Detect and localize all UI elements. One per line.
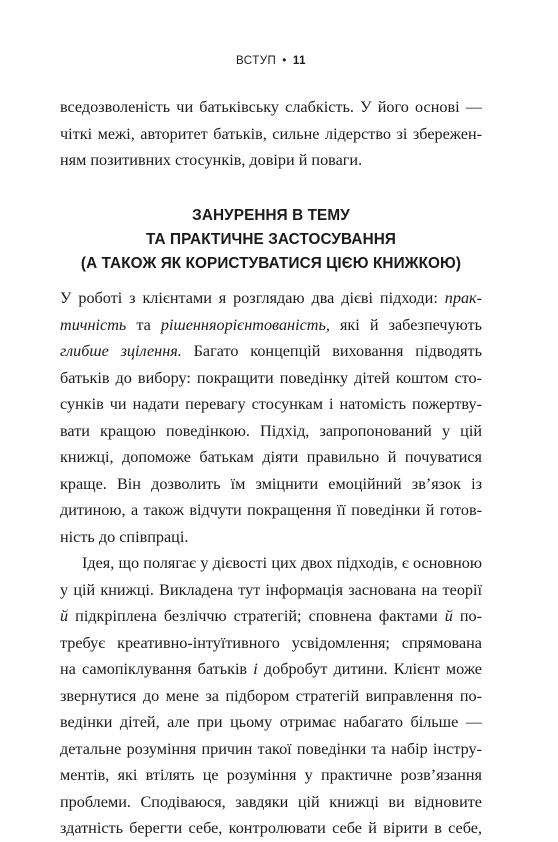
italic-run: й bbox=[60, 607, 69, 625]
text-run: на самопіклування батьків bbox=[60, 660, 254, 678]
text-line: проблеми. Сподіваюся, завдяки цій книжці ви відновите bbox=[60, 792, 482, 811]
paragraph-2 bbox=[60, 550, 482, 842]
text-run: У роботі з клієнтами я розглядаю два дієві підходи: bbox=[60, 289, 445, 307]
running-head-title: ВСТУП bbox=[235, 55, 277, 67]
italic-run: і bbox=[253, 660, 258, 678]
heading-line: ЗАНУРЕННЯ В ТЕМУ bbox=[192, 207, 350, 224]
running-head bbox=[60, 55, 482, 67]
italic-run: тичність bbox=[60, 315, 127, 334]
text-run: та bbox=[126, 315, 161, 334]
text-line: ність до співпраці. bbox=[60, 527, 189, 546]
text-line bbox=[60, 656, 482, 683]
text-line: у цій книжці. Викладена тут інформація заснована на теорії bbox=[60, 580, 482, 599]
text-line bbox=[60, 312, 482, 339]
section-heading bbox=[60, 204, 482, 276]
text-line: звернутися до мене за підбором стратегій виправлення по- bbox=[60, 686, 482, 705]
text-line: батьків до вибору: покращити поведінку дітей коштом сто- bbox=[60, 368, 482, 387]
text-run: добробут дитини. Клієнт може bbox=[257, 660, 482, 678]
text-line: здатність берегти себе, контролювати себе й вірити в себе, bbox=[60, 819, 482, 837]
text-line: вати кращою поведінкою. Підхід, запропонований у цій bbox=[60, 421, 482, 440]
heading-line: (А ТАКОЖ ЯК КОРИСТУВАТИСЯ ЦІЄЮ КНИЖКОЮ) bbox=[80, 255, 462, 272]
text-line: детальне розуміння причин такої поведінки та набір інстру- bbox=[60, 739, 482, 758]
italic-run: рішенняорієнтованість, bbox=[160, 315, 330, 334]
heading-line: ТА ПРАКТИЧНЕ ЗАСТОСУВАННЯ bbox=[146, 231, 396, 248]
text-line: книжці, допоможе батькам діяти правильно й почуватися bbox=[60, 448, 482, 466]
text-line bbox=[60, 285, 482, 312]
italic-run: прак- bbox=[444, 289, 482, 307]
text-run: Багато концепцій виховання підводять bbox=[181, 342, 482, 360]
text-line bbox=[60, 603, 482, 630]
italic-run: глибше зцілення. bbox=[60, 342, 182, 360]
text-line: дитиною, а також відчути покращення її поведінки й готов- bbox=[60, 501, 482, 519]
text-line: краще. Він дозволить їм зміцнити емоційний зв’язок із bbox=[60, 474, 482, 493]
text-run: підкріплена безліччю стратегій; сповнена фактами bbox=[68, 607, 445, 625]
text-run: які й забезпечують bbox=[329, 315, 482, 334]
text-line: чіткі межі, авторитет батьків, сильне лідерство зі збережен- bbox=[60, 124, 482, 143]
paragraph-1 bbox=[60, 285, 482, 550]
text-line: Ідея, що полягає у дієвості цих двох підходів, є основною bbox=[82, 554, 482, 572]
text-line: вседозволеність чи батьківську слабкість. У його основі — bbox=[60, 98, 482, 116]
book-page bbox=[60, 0, 482, 837]
text-line: ментів, які втілять це розуміння у практичне розв’язання bbox=[60, 766, 482, 784]
text-run: по- bbox=[452, 607, 482, 625]
text-line: сунків чи надати перевагу стосункам і натомість пожертву- bbox=[60, 395, 482, 413]
text-line: ням позитивних стосунків, довіри й поваги. bbox=[60, 151, 363, 169]
text-line bbox=[60, 338, 482, 365]
page-number: 11 bbox=[292, 55, 306, 67]
running-head-separator: • bbox=[282, 55, 287, 67]
top-paragraph bbox=[60, 94, 482, 174]
italic-run: й bbox=[444, 607, 453, 625]
text-line: требує креативно-інтуїтивного усвідомлення; спрямована bbox=[60, 633, 482, 652]
text-line: ведінки дітей, але при цьому отримає набагато більше — bbox=[60, 713, 482, 731]
